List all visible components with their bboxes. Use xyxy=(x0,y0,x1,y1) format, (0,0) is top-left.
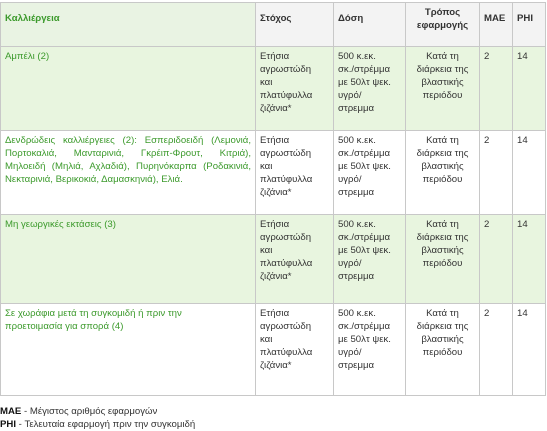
header-crop: Καλλιέργεια xyxy=(1,3,256,47)
header-phi: PHI xyxy=(513,3,546,47)
phi-cell: 14 xyxy=(513,215,546,304)
dose-cell: 500 κ.εκ. σκ./στρέμμα με 50λτ ψεκ. υγρό/ στρεμμα xyxy=(334,304,406,396)
table-row xyxy=(1,215,546,304)
crop-cell: Αμπέλι (2) xyxy=(1,47,256,131)
dose-cell: 500 κ.εκ. σκ./στρέμμα με 50λτ ψεκ. υγρό/ στρεμμα xyxy=(334,47,406,131)
legend-mae xyxy=(0,405,157,418)
method-cell: Κατά τη διάρκεια της βλαστικής περιόδου xyxy=(406,47,480,131)
phi-cell: 14 xyxy=(513,47,546,131)
target-cell: Ετήσια αγρωστώδη και πλατύφυλλα ζιζάνια* xyxy=(256,47,334,131)
table-header-row xyxy=(1,3,546,47)
legend-mae-text: - Μέγιστος αριθμός εφαρμογών xyxy=(21,406,158,417)
legend-phi-abbr: PHI xyxy=(0,419,16,430)
method-cell: Κατά τη διάρκεια της βλαστικής περιόδου xyxy=(406,131,480,215)
crops-table xyxy=(0,2,546,396)
table-row xyxy=(1,47,546,131)
crop-cell: Δενδρώδεις καλλιέργειες (2): Εσπεριδοειδή (Λεμονιά, Πορτοκαλιά, Μανταρινιά, Γκρέιπ-Φρουτ, Κιτριά), Μηλοειδή (Μηλιά, Αχλαδιά), Πυρηνόκαρπα (Ροδακινιά, Νεκταρινιά, Βερικοκιά, Δαμασκηνιά), Ελιά. xyxy=(1,131,256,215)
mae-cell: 2 xyxy=(480,47,513,131)
dose-cell: 500 κ.εκ. σκ./στρέμμα με 50λτ ψεκ. υγρό/ στρεμμα xyxy=(334,215,406,304)
target-cell: Ετήσια αγρωστώδη και πλατύφυλλα ζιζάνια* xyxy=(256,215,334,304)
phi-cell: 14 xyxy=(513,131,546,215)
header-dose: Δόση xyxy=(334,3,406,47)
mae-cell: 2 xyxy=(480,215,513,304)
method-cell: Κατά τη διάρκεια της βλαστικής περιόδου xyxy=(406,304,480,396)
table-row xyxy=(1,304,546,396)
phi-cell: 14 xyxy=(513,304,546,396)
crop-cell: Μη γεωργικές εκτάσεις (3) xyxy=(1,215,256,304)
dose-cell: 500 κ.εκ. σκ./στρέμμα με 50λτ ψεκ. υγρό/ στρεμμα xyxy=(334,131,406,215)
mae-cell: 2 xyxy=(480,131,513,215)
legend-phi-text: - Τελευταία εφαρμογή πριν την συγκομιδή xyxy=(16,419,196,430)
legend-mae-abbr: MAE xyxy=(0,406,22,417)
header-target: Στόχος xyxy=(256,3,334,47)
target-cell: Ετήσια αγρωστώδη και πλατύφυλλα ζιζάνια* xyxy=(256,131,334,215)
mae-cell: 2 xyxy=(480,304,513,396)
crop-cell: Σε χωράφια μετά τη συγκομιδή ή πριν την προετοιμασία για σπορά (4) xyxy=(1,304,256,396)
target-cell: Ετήσια αγρωστώδη και πλατύφυλλα ζιζάνια* xyxy=(256,304,334,396)
table-row xyxy=(1,131,546,215)
legend-phi xyxy=(0,418,195,431)
method-cell: Κατά τη διάρκεια της βλαστικής περιόδου xyxy=(406,215,480,304)
header-mae: MAE xyxy=(480,3,513,47)
header-method: Τρόπος εφαρμογής xyxy=(406,3,480,47)
